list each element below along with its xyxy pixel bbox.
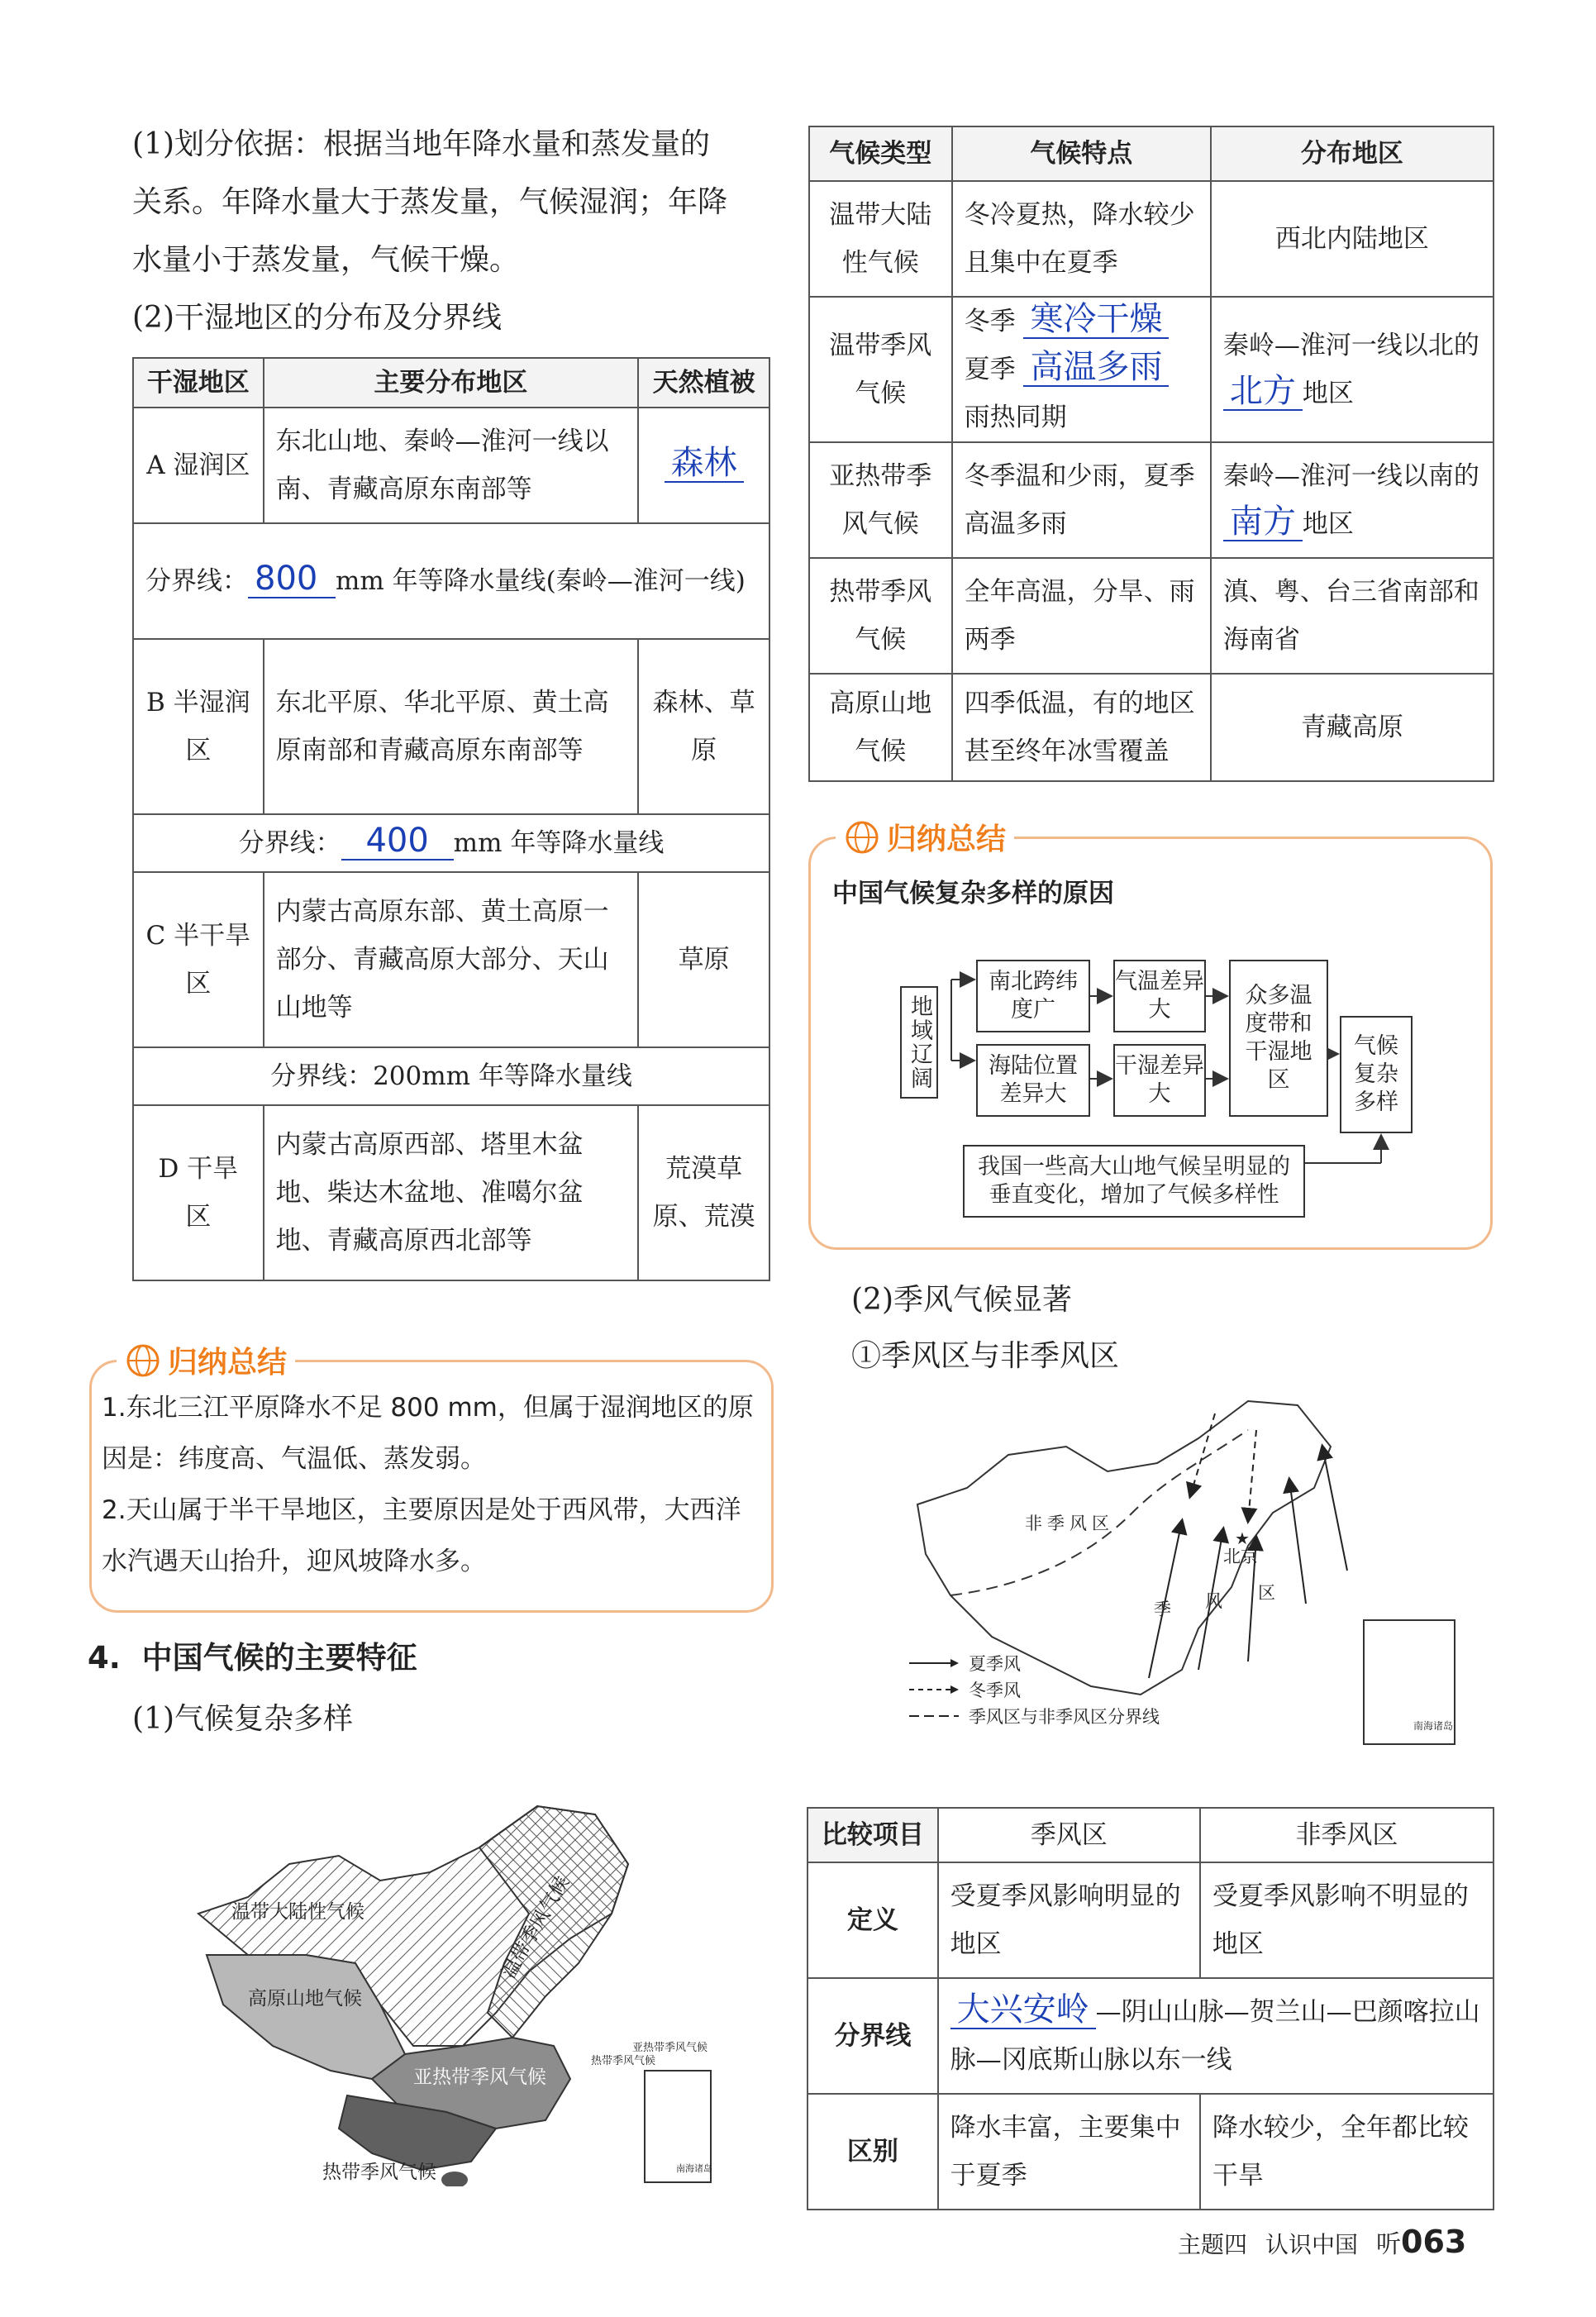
table-row [133, 1105, 769, 1280]
table-row [809, 297, 1494, 442]
legend-item [909, 1650, 1160, 1676]
handwritten-answer: 400 [341, 822, 454, 861]
map-label: 北京 [1223, 1547, 1258, 1566]
page-number: 063 [1401, 2224, 1467, 2260]
table-row [809, 674, 1494, 781]
intro-line: (1)划分依据：根据当地年降水量和蒸发量的 [132, 127, 710, 161]
boundary-suffix: mm 年等降水量线 [453, 828, 665, 858]
veg-cell [638, 408, 769, 523]
climate-type-map [182, 1798, 727, 2186]
header-nonmonsoon: 非季风区 [1200, 1808, 1494, 1862]
handwritten-answer: 南方 [1223, 503, 1303, 541]
handwritten-answer: 大兴安岭 [950, 1991, 1096, 2029]
area-prefix: 秦岭—淮河一线以北的 [1222, 331, 1479, 360]
season-label: 夏季 [964, 355, 1016, 384]
boundary-cell [133, 523, 769, 639]
map-label: 温带大陆性气候 [231, 1901, 364, 1923]
map-label-small: 热带季风气候 [591, 2055, 656, 2067]
veg-cell: 森林、草原 [638, 639, 769, 814]
footer-listen: 听 [1376, 2230, 1402, 2259]
region-cell: B 半湿润区 [133, 639, 264, 814]
type-cell: 亚热带季风气候 [809, 442, 952, 558]
box-zones: 众多温度带和干湿地区 [1229, 960, 1328, 1117]
boundary-row [133, 1047, 769, 1105]
item-cell: 区别 [808, 2094, 938, 2210]
feature-cell: 冬季温和少雨，夏季高温多雨 [952, 442, 1211, 558]
table-row [133, 639, 769, 814]
diagram-title: 中国气候复杂多样的原因 [832, 879, 1114, 908]
star-icon: ★ [1235, 1528, 1250, 1548]
region-cell: A 湿润区 [133, 408, 264, 523]
page-footer [1178, 2224, 1466, 2260]
header-monsoon: 季风区 [938, 1808, 1200, 1862]
areas-cell: 东北山地、秦岭—淮河一线以南、青藏高原东南部等 [264, 408, 639, 523]
table-row [809, 442, 1494, 558]
footer-topic: 主题四 [1178, 2231, 1248, 2258]
map-label: 风 [1205, 1591, 1222, 1611]
table-row [808, 1862, 1494, 1978]
handwritten-answer: 寒冷干燥 [1023, 301, 1169, 339]
map-label: 非季风区 [1025, 1514, 1114, 1533]
boundary-cell [133, 814, 769, 872]
section-number: 4. [88, 1640, 121, 1676]
area-cell: 滇、粤、台三省南部和海南省 [1211, 558, 1494, 674]
subheading-monsoon: (2)季风气候显著 [851, 1283, 1072, 1317]
boundary-prefix: 分界线： [145, 566, 248, 596]
legend-label: 冬季风 [969, 1681, 1021, 1700]
area-suffix: 地区 [1302, 509, 1354, 539]
boundary-suffix: mm 年等降水量线(秦岭—淮河一线) [336, 566, 746, 596]
table-row [809, 181, 1494, 297]
item-cell: 分界线 [808, 1978, 938, 2094]
area-cell [1211, 297, 1494, 442]
header-item: 比较项目 [808, 1808, 938, 1862]
boundary-text: —阴山山脉—贺兰山—巴颜喀拉山脉—冈底斯山脉以东一线 [950, 1997, 1480, 2075]
areas-cell: 东北平原、华北平原、黄土高原南部和青藏高原东南部等 [264, 639, 639, 814]
feature-cell: 四季低温，有的地区甚至终年冰雪覆盖 [952, 674, 1211, 781]
season-label: 冬季 [964, 307, 1016, 336]
summary-item: 1.东北三江平原降水不足 800 mm，但属于湿润地区的原因是：纬度高、气温低、蒸发弱。 [102, 1393, 754, 1474]
subheading-complex: (1)气候复杂多样 [132, 1702, 353, 1736]
header-feature: 气候特点 [952, 126, 1211, 181]
boundary-row [133, 814, 769, 872]
handwritten-answer: 高温多雨 [1023, 349, 1169, 387]
nonmonsoon-cell: 降水较少，全年都比较干旱 [1200, 2094, 1494, 2210]
intro-line: 关系。年降水量大于蒸发量，气候湿润；年降 [132, 185, 728, 219]
box-mountain: 我国一些高大山地气候呈明显的垂直变化，增加了气候多样性 [963, 1145, 1305, 1218]
summary-title-text: 归纳总结 [887, 822, 1007, 856]
inset-label: 南海诸岛 [676, 2163, 712, 2174]
boundary-cell [938, 1978, 1494, 2094]
section-title: 中国气候的主要特征 [141, 1640, 417, 1676]
intro-paragraph [132, 116, 793, 347]
feature-cell: 冬冷夏热，降水较少且集中在夏季 [952, 181, 1211, 297]
handwritten-answer: 北方 [1223, 373, 1303, 411]
areas-cell: 内蒙古高原东部、黄土高原一部分、青藏高原大部分、天山山地等 [264, 872, 639, 1047]
summary-box-climate-causes [808, 822, 1493, 1250]
map-label: 温带季风气候 [498, 1872, 574, 1982]
dry-wet-table [132, 357, 770, 1281]
legend-label: 季风区与非季风区分界线 [969, 1707, 1160, 1727]
box-result: 气候复杂多样 [1340, 1016, 1413, 1133]
section-heading [88, 1633, 417, 1677]
veg-cell: 荒漠草原、荒漠 [638, 1105, 769, 1280]
veg-cell: 草原 [638, 872, 769, 1047]
box-land: 地域辽阔 [900, 986, 938, 1099]
type-cell: 热带季风气候 [809, 558, 952, 674]
legend-item [909, 1676, 1160, 1703]
area-prefix: 秦岭—淮河一线以南的 [1222, 461, 1479, 491]
type-cell: 高原山地气候 [809, 674, 952, 781]
table-row [133, 872, 769, 1047]
map-label: 区 [1258, 1583, 1275, 1603]
globe-icon [125, 1342, 161, 1379]
header-type: 气候类型 [809, 126, 952, 181]
box-temperature: 气温差异大 [1113, 960, 1206, 1032]
type-cell: 温带季风气候 [809, 297, 952, 442]
header-region: 干湿地区 [133, 358, 264, 408]
feature-cell [952, 297, 1211, 442]
footer-chapter: 认识中国 [1265, 2231, 1359, 2258]
climate-type-table [808, 126, 1494, 782]
table-row [133, 408, 769, 523]
table-row [808, 1978, 1494, 2094]
dashed-line-icon [909, 1711, 959, 1721]
feature-cell: 全年高温，分旱、雨两季 [952, 558, 1211, 674]
summary-box-dry-wet [89, 1346, 774, 1613]
summary-title [117, 1339, 295, 1381]
dashed-arrow-icon [909, 1685, 959, 1695]
inset-label: 南海诸岛 [1413, 1720, 1454, 1732]
box-latitude: 南北跨纬度广 [976, 960, 1090, 1032]
boundary-row [133, 523, 769, 639]
handwritten-answer: 800 [248, 560, 336, 598]
area-cell: 青藏高原 [1211, 674, 1494, 781]
box-humidity: 干湿差异大 [1113, 1044, 1206, 1117]
header-veg: 天然植被 [638, 358, 769, 408]
subheading-monsoon-zones: ①季风区与非季风区 [851, 1339, 1120, 1373]
handwritten-answer: 森林 [665, 445, 744, 483]
monsoon-cell: 降水丰富，主要集中于夏季 [938, 2094, 1200, 2210]
header-areas: 主要分布地区 [264, 358, 639, 408]
nonmonsoon-cell: 受夏季风影响不明显的地区 [1200, 1862, 1494, 1978]
area-suffix: 地区 [1302, 379, 1354, 408]
map-legend [909, 1650, 1160, 1729]
table-row [808, 2094, 1494, 2210]
area-cell: 西北内陆地区 [1211, 181, 1494, 297]
legend-label: 夏季风 [969, 1654, 1021, 1674]
map-label-small: 亚热带季风气候 [632, 2042, 708, 2054]
boundary-cell: 分界线：200mm 年等降水量线 [133, 1047, 769, 1105]
region-cell: C 半干旱区 [133, 872, 264, 1047]
map-label: 亚热带季风气候 [413, 2067, 546, 2088]
type-cell: 温带大陆性气候 [809, 181, 952, 297]
table-row [809, 558, 1494, 674]
summary-title-text: 归纳总结 [168, 1346, 288, 1380]
map-label: 季 [1154, 1599, 1171, 1619]
footer-page-group [1376, 2224, 1466, 2260]
summary-item: 2.天山属于半干旱地区，主要原因是处于西风带，大西洋水汽遇天山抬升，迎风坡降水多。 [102, 1495, 741, 1576]
intro-line: 水量小于蒸发量，气候干燥。 [132, 243, 520, 277]
subheading-dry-wet: (2)干湿地区的分布及分界线 [132, 301, 502, 335]
legend-item [909, 1703, 1160, 1729]
areas-cell: 内蒙古高原西部、塔里木盆地、柴达木盆地、准噶尔盆地、青藏高原西北部等 [264, 1105, 639, 1280]
monsoon-compare-table [807, 1807, 1494, 2210]
solid-arrow-icon [909, 1658, 959, 1668]
map-label: 高原山地气候 [248, 1988, 362, 2009]
summary-text [102, 1382, 763, 1587]
feature-suffix: 雨热同期 [964, 403, 1067, 432]
box-sea-land: 海陆位置差异大 [976, 1044, 1090, 1117]
map-label: 热带季风气候 [322, 2162, 436, 2183]
region-cell: D 干旱区 [133, 1105, 264, 1280]
hainan-island [441, 2172, 468, 2186]
area-cell [1211, 442, 1494, 558]
item-cell: 定义 [808, 1862, 938, 1978]
boundary-prefix: 分界线： [238, 828, 341, 858]
header-area: 分布地区 [1211, 126, 1494, 181]
monsoon-cell: 受夏季风影响明显的地区 [938, 1862, 1200, 1978]
